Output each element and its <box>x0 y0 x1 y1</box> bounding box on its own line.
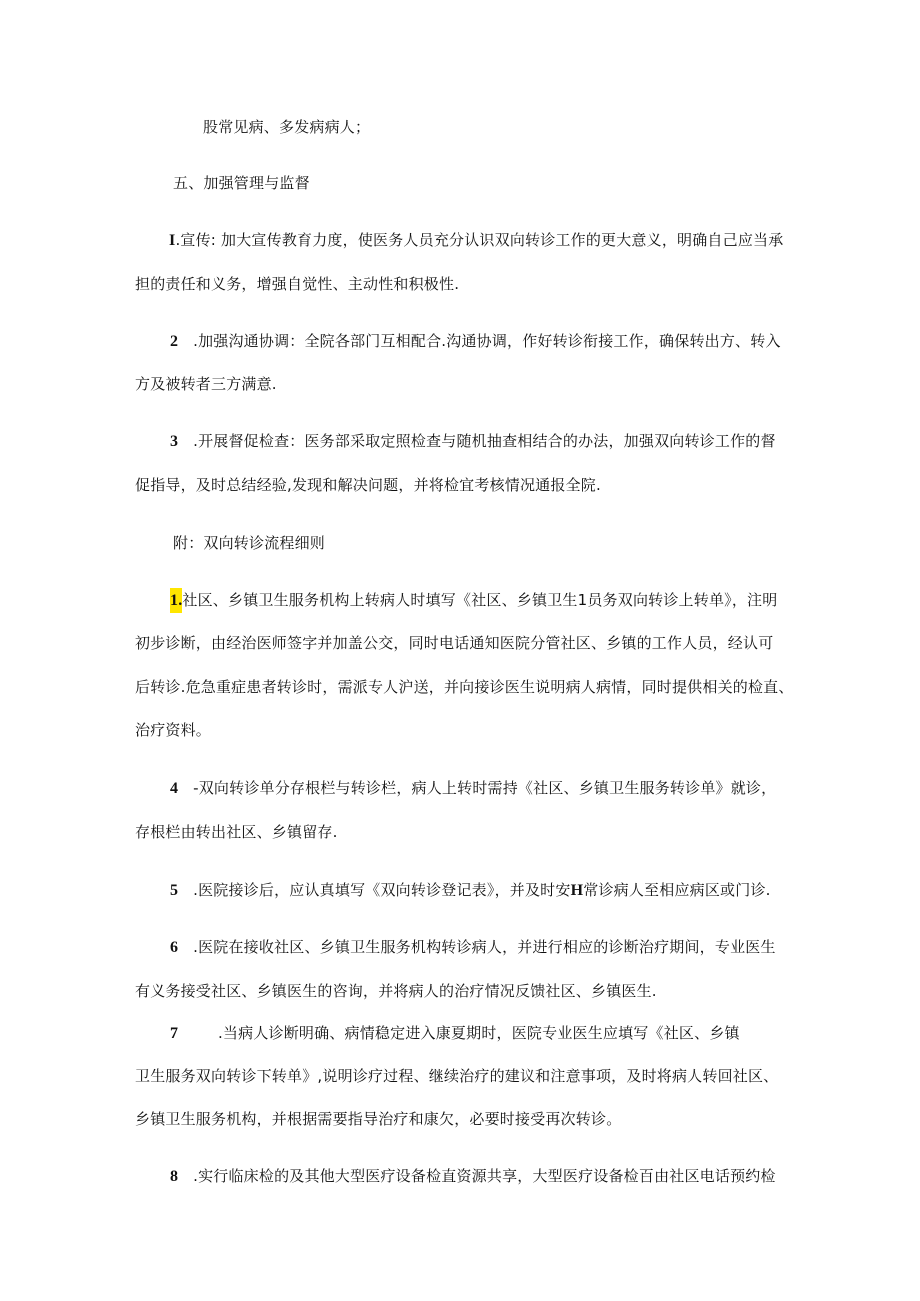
text: 社区、乡镇卫生服务机构上转病人时填写《社区、乡镇卫生1员务双向转诊上转单》，注明 <box>182 591 778 609</box>
text: 初步诊断，由经治医师签字并加盖公交，同时电话通知医院分管社区、乡镇的工作人员，经认可 <box>135 634 774 652</box>
text: .医院在接收社区、乡镇卫生服务机构转诊病人，并进行相应的诊断治疗期间，专业医生 <box>193 938 776 956</box>
text: 后转诊.危急重症患者转诊时，需派专人沪送，并向接诊医生说明病人病情，同时提供相关的检直、 <box>135 678 794 696</box>
text: 股常见病、多发病病人； <box>203 118 371 136</box>
list-item-1-line-1 <box>169 229 783 252</box>
text: 乡镇卫生服务机构，并根据需要指导治疗和康欠，必要时接受再次转诊。 <box>135 1110 622 1128</box>
list-number: 2 <box>170 333 179 350</box>
highlighted-step-number: 1. <box>170 588 182 613</box>
text: .开展督促检查：医务部采取定照检查与随机抽查相结合的办法，加强双向转诊工作的督 <box>193 432 776 450</box>
text: 卫生服务双向转诊下转单》,说明诊疗过程、继续治疗的建议和注意事项，及时将病人转回社区、 <box>135 1067 779 1085</box>
step-4-line-1 <box>170 777 776 800</box>
list-item-2-line-1 <box>170 330 781 353</box>
text: .医院接诊后，应认真填写《双向转诊登记表》，并及时安 <box>193 881 571 899</box>
step-7-line-1 <box>170 1022 740 1045</box>
list-number: 3 <box>170 433 179 450</box>
text: 担的责任和义务，增强自觉性、主动性和积极性. <box>135 275 460 293</box>
list-number: I <box>169 232 176 249</box>
text: 治疗资料。 <box>135 721 212 739</box>
text: -双向转诊单分存根栏与转诊栏，病人上转时需持《社区、乡镇卫生服务转诊单》就诊， <box>193 779 777 797</box>
text: .实行临床检的及其他大型医疗设备检直资源共享，大型医疗设备检百由社区电话预约检 <box>193 1167 776 1185</box>
list-item-2-line-2 <box>135 373 277 395</box>
step-6-line-1 <box>170 936 776 959</box>
list-number: 5 <box>170 882 179 899</box>
section-heading <box>173 172 310 194</box>
list-number: 8 <box>170 1168 179 1185</box>
list-number: 6 <box>170 939 179 956</box>
step-1-line-4 <box>135 719 211 741</box>
paragraph-line <box>203 116 370 138</box>
step-4-line-2 <box>135 821 338 843</box>
text: 常诊病人至相应病区或门诊. <box>583 881 771 899</box>
text: 方及被转者三方满意. <box>135 375 277 393</box>
text: .宣传: 加大宣传教育力度，使医务人员充分认识双向转诊工作的更大意义，明确自己应当承 <box>175 231 784 249</box>
step-5-line-1 <box>170 879 771 902</box>
text: .加强沟通协调：全院各部门互相配合.沟通协调，作好转诊衔接工作，确保转出方、转入 <box>193 332 781 350</box>
step-1-line-1 <box>170 589 777 612</box>
step-6-line-2 <box>135 980 657 1002</box>
text: 促指导，及时总结经验,发现和解决问题，并将检宜考核情况通报全院. <box>135 476 601 494</box>
step-7-line-2 <box>135 1065 778 1087</box>
step-8-line-1 <box>170 1165 776 1188</box>
ocr-artifact-letter: H <box>570 882 584 899</box>
list-item-1-line-2 <box>135 273 459 295</box>
list-item-3-line-1 <box>170 430 776 453</box>
heading-text: 五、加强管理与监督 <box>173 174 310 192</box>
step-1-line-2 <box>135 632 773 654</box>
step-7-line-3 <box>135 1108 621 1130</box>
step-1-line-3 <box>135 676 794 698</box>
appendix-heading <box>173 532 325 554</box>
list-item-3-line-2 <box>135 474 601 496</box>
text: .当病人诊断明确、病情稳定进入康夏期时，医院专业医生应填写《社区、乡镇 <box>217 1024 740 1042</box>
list-number: 4 <box>170 780 179 797</box>
list-number: 7 <box>170 1025 179 1042</box>
text: 存根栏由转出社区、乡镇留存. <box>135 823 338 841</box>
heading-text: 附：双向转诊流程细则 <box>173 534 326 552</box>
text: 有义务接受社区、乡镇医生的咨询，并将病人的治疗情况反馈社区、乡镇医生. <box>135 982 657 1000</box>
